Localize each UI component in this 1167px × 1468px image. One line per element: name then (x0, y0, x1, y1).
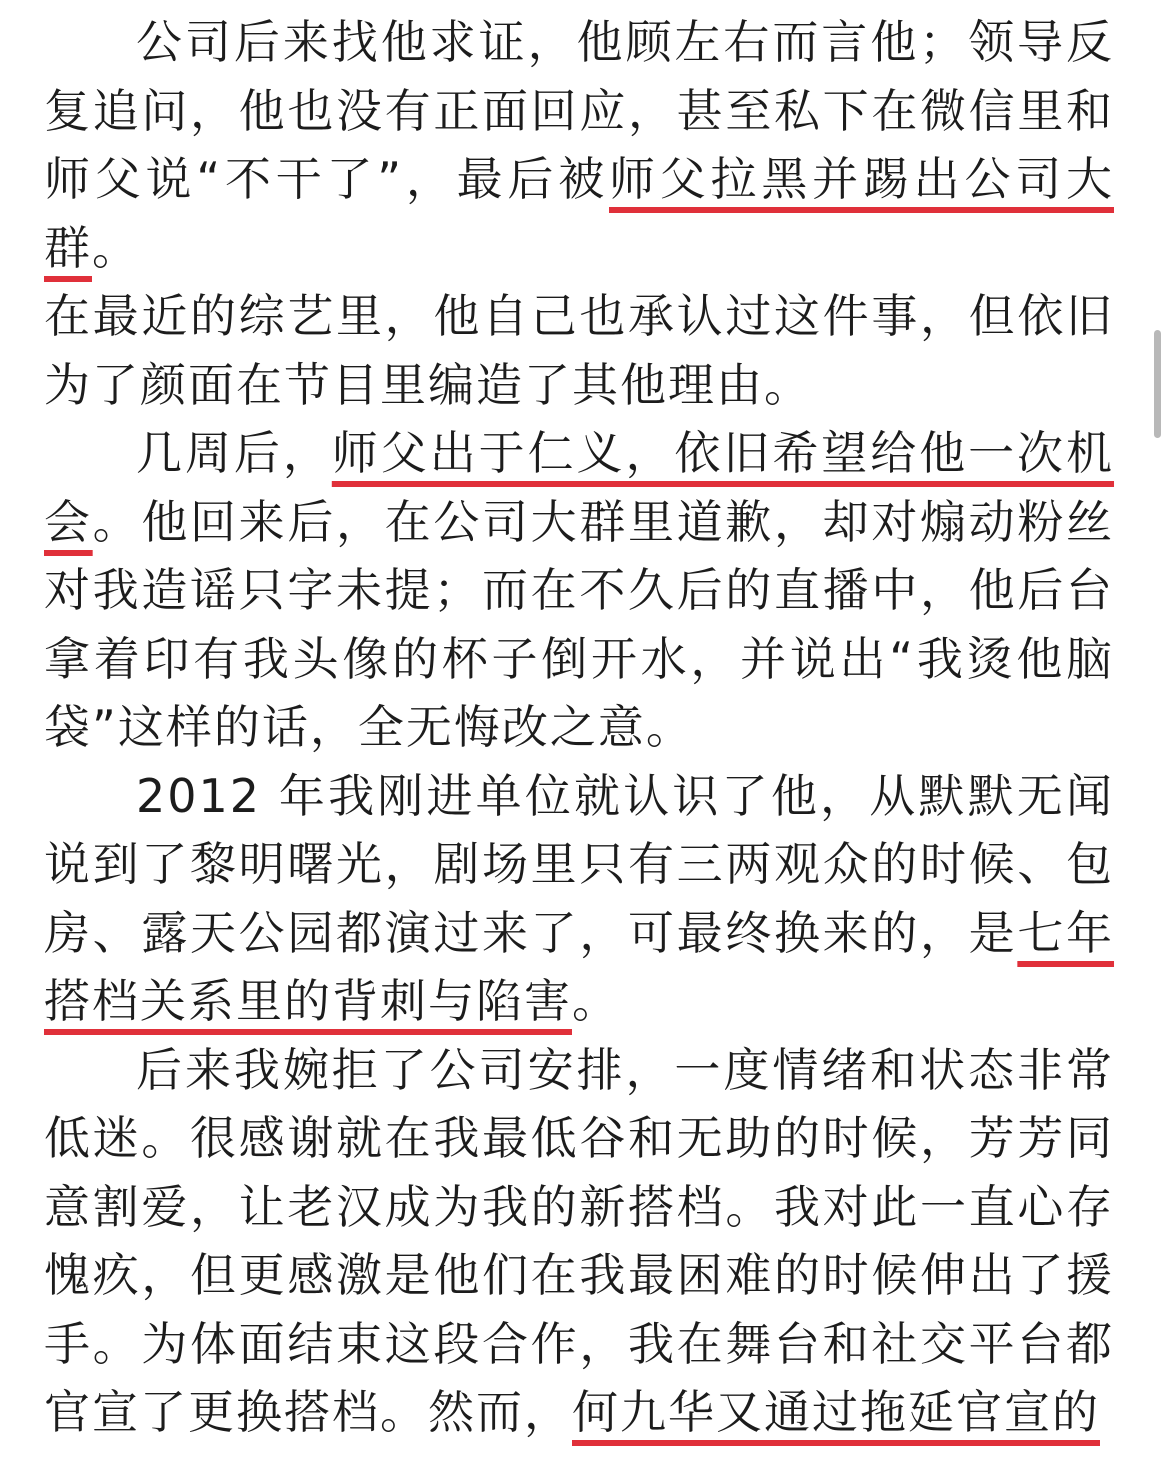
underlined-highlight: 何九华又通过拖延官宣的 (572, 1385, 1100, 1439)
scrollbar-thumb[interactable] (1154, 330, 1161, 438)
text-segment: 公司后来找他求证，他顾左右而言他；领导反复追问，他也没有正面回应，甚至私下在微信里和师父说“不干了”，最后被 (44, 15, 1114, 206)
text-segment: 。 (572, 974, 620, 1028)
paragraph (44, 8, 1114, 282)
text-segment: 。 (92, 220, 140, 275)
text-segment: 2012 年我刚进单位就认识了他，从默默无闻说到了黎明曙光，剧场里只有三两观众的时候、包房、露天公园都演过来了，可最终换来的，是 (44, 768, 1114, 960)
underlined-highlight: 师父拉黑并踢出公司大群 (44, 152, 1114, 275)
text-segment: 几周后， (136, 426, 332, 480)
paragraph (44, 1036, 1114, 1447)
paragraph (44, 419, 1114, 762)
text-segment: 在最近的综艺里，他自己也承认过这件事，但依旧为了颜面在节目里编造了其他理由。 (44, 289, 1114, 412)
underlined-highlight: 七年搭档关系里的背刺与陷害 (44, 905, 1115, 1028)
text-segment: 后来我婉拒了公司安排，一度情绪和状态非常低迷。很感谢就在我最低谷和无助的时候，芳芳同意割爱，让老汉成为我的新搭档。我对此一直心存愧疚，但更感激是他们在我最困难的时候伸出了援手。为体面结束这段合作，我在舞台和社交平台都官宣了更换搭档。然而， (44, 1042, 1114, 1439)
text-segment: 。他回来后，在公司大群里道歉，却对煽动粉丝对我造谣只字未提；而在不久后的直播中，他后台拿着印有我头像的杯子倒开水，并说出“我烫他脑袋”这样的话，全无悔改之意。 (44, 494, 1115, 754)
paragraph (44, 762, 1114, 1036)
paragraph (44, 282, 1114, 419)
article-body (44, 8, 1114, 1447)
underlined-highlight: 师父出于仁义，依旧希望给他一次机会 (44, 426, 1115, 549)
